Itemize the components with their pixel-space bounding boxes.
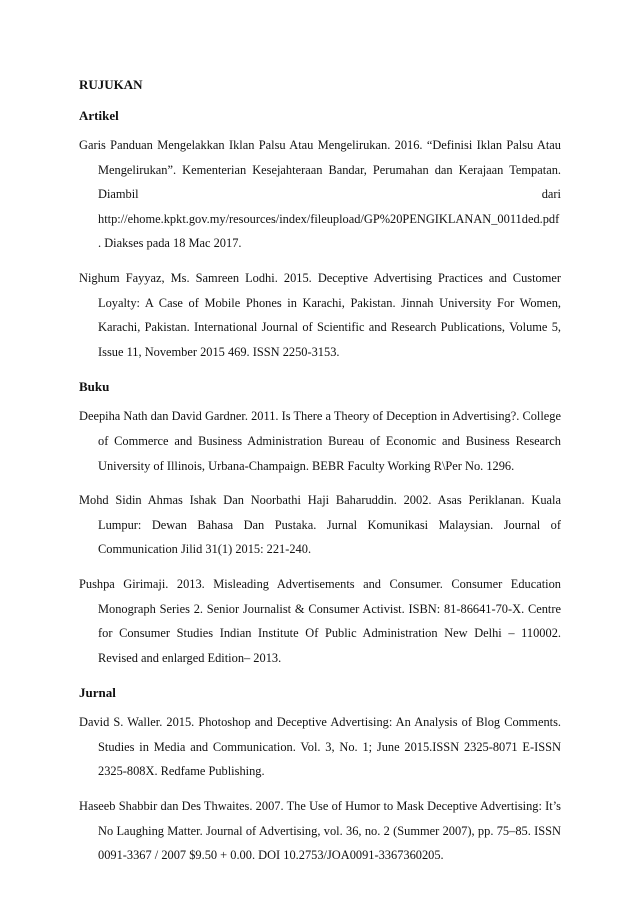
section-heading-jurnal: Jurnal [79,685,116,701]
page-title: RUJUKAN [79,77,143,92]
reference-entry: Pushpa Girimaji. 2013. Misleading Advertisements and Consumer. Consumer Education Monograph Series 2. Senior Journalist & Consumer Activist. ISBN: 81-86641-70-X. Centre for Consumer Studies Indian Institute Of Public Administration New Delhi – 110002. Revised and enlarged Edition– 2013. [79,576,561,665]
reference-entry: Haseeb Shabbir dan Des Thwaites. 2007. The Use of Humor to Mask Deceptive Advertising: It’s No Laughing Matter. Journal of Advertising, vol. 36, no. 2 (Summer 2007), pp. 75–85. ISSN 0091-3367 / 2007 $9.50 + 0.00. DOI 10.2753/JOA0091-3367360205. [79,799,561,863]
section-heading-buku: Buku [79,379,110,395]
reference-entry: Deepiha Nath dan David Gardner. 2011. Is There a Theory of Deception in Advertising?. College of Commerce and Business Administration Bureau of Economic and Business Research University of Illinois, Urbana-Champaign. BEBR Faculty Working R\Per No. 1296. [79,409,561,473]
references-content [79,72,561,868]
reference-entry: David S. Waller. 2015. Photoshop and Deceptive Advertising: An Analysis of Blog Comments. Studies in Media and Communication. Vol. 3, No. 1; June 2015.ISSN 2325-8071 E-ISSN 2325-808X. Redfame Publishing. [79,715,561,779]
reference-entry: Garis Panduan Mengelakkan Iklan Palsu Atau Mengelirukan. 2016. “Definisi Iklan Palsu Atau Mengelirukan”. Kementerian Kesejahteraan Bandar, Perumahan dan Kerajaan Tempatan. Diambil dari http://ehome.kpkt.gov.my/resources/index/fileupload/GP%20PENGIKLANAN_0011ded.pdf. Diakses pada 18 Mac 2017. [79,138,561,251]
reference-entry: Nighum Fayyaz, Ms. Samreen Lodhi. 2015. Deceptive Advertising Practices and Customer Loyalty: A Case of Mobile Phones in Karachi, Pakistan. Jinnah University For Women, Karachi, Pakistan. International Journal of Scientific and Research Publications, Volume 5, Issue 11, November 2015 469. ISSN 2250-3153. [79,270,561,359]
section-heading-artikel: Artikel [79,108,119,123]
reference-entry: Mohd Sidin Ahmas Ishak Dan Noorbathi Haji Baharuddin. 2002. Asas Periklanan. Kuala Lumpur: Dewan Bahasa Dan Pustaka. Jurnal Komunikasi Malaysian. Journal of Communication Jilid 31(1) 2015: 221-240. [79,493,561,557]
